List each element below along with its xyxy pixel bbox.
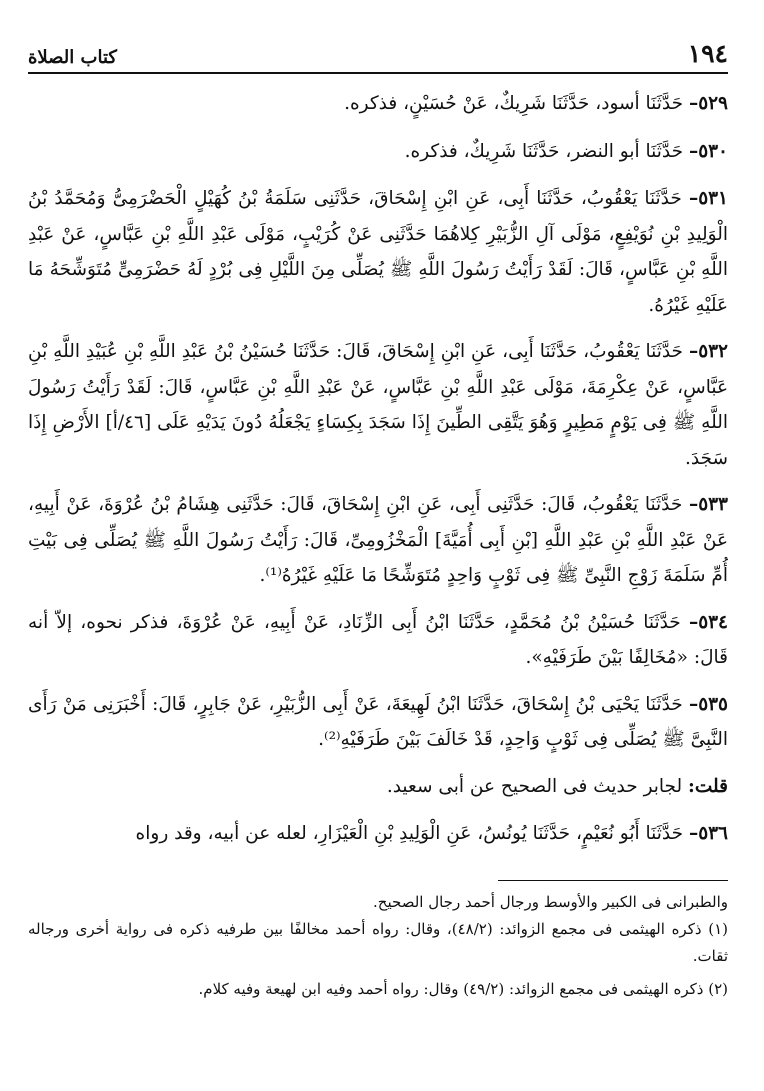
page-header: [28, 28, 728, 74]
hadith-number: ٥٣٠–: [688, 140, 728, 162]
hadith-number: ٥٣٤–: [688, 611, 728, 633]
hadith-number: ٥٢٩–: [688, 93, 728, 114]
hadith-534: [28, 605, 728, 676]
hadith-number: ٥٣٣–: [688, 494, 728, 515]
hadith-text: حَدَّثَنَا أبو النضر، حَدَّثَنَا شَرِيكٌ، فذكره.: [404, 140, 689, 162]
hadith-text: حَدَّثَنَا يَعْقُوبُ، حَدَّثَنَا أَبِى، عَنِ ابْنِ إِسْحَاقَ، قَالَ: حَدَّثَنَا حُسَيْنُ بْنُ عَبْدِ اللَّهِ بْنِ عُبَيْدِ اللَّهِ بْنِ عَبَّاسٍ، عَنْ عِكْرِمَةَ، مَوْلَى عَبْدِ اللَّهِ بْنِ عَبَّاسٍ، عَنْ عَبْدِ اللَّهِ بْنِ عَبَّاسٍ، قَالَ: لَقَدْ رَأَيْتُ رَسُولَ اللَّهِ ﷺ فِى يَوْمٍ مَطِيرٍ وَهُوَ يَتَّقِى الطِّينَ إِذَا سَجَدَ بِكِسَاءٍ يَجْعَلُهُ دُونَ يَدَيْهِ عَلَى [٤٦/أ] الأَرْضِ إِذَا سَجَدَ.: [28, 341, 728, 469]
hadith-535: [28, 687, 728, 758]
hadith-number: ٥٣٦–: [688, 823, 728, 844]
note-label: قلت:: [688, 775, 728, 797]
note-text: لجابر حديث فى الصحيح عن أبى سعيد.: [386, 775, 689, 797]
hadith-533: [28, 487, 728, 594]
footnotes: [28, 889, 728, 1003]
document-page: [28, 28, 728, 1068]
hadith-529: [28, 86, 728, 122]
hadith-text: حَدَّثَنَا حُسَيْنُ بْنُ مُحَمَّدٍ، حَدَّثَنَا ابْنُ أَبِى الزِّنَادِ، عَنْ أَبِيهِ، عَنْ عُرْوَةَ، فذكر نحوه، إلاّ أنه قَالَ: «مُخَالِفًا بَيْنَ طَرَفَيْهِ».: [28, 611, 728, 668]
editor-note: [28, 769, 728, 805]
footnote-continuation: والطبرانى فى الكبير والأوسط ورجال أحمد رجال الصحيح.: [373, 892, 728, 911]
hadith-532: [28, 334, 728, 476]
hadith-531: [28, 181, 728, 323]
hadith-number: ٥٣٢–: [688, 341, 728, 362]
hadith-text: حَدَّثَنَا أَبُو نُعَيْمٍ، حَدَّثَنَا يُونُسُ، عَنِ الْوَلِيدِ بْنِ الْعَيْزَارِ، لعله عن أبيه، وقد رواه: [135, 823, 689, 844]
page-number: ١٩٤: [687, 39, 728, 68]
book-title: كتاب الصلاة: [28, 47, 117, 68]
page-body: [28, 74, 728, 852]
hadith-number: ٥٣٥–: [688, 693, 728, 715]
hadith-536: [28, 816, 728, 852]
footnote-divider: [498, 880, 728, 881]
footnote-2: (٢) ذكره الهيثمى فى مجمع الزوائد: (٤٩/٢) وقال: رواه أحمد وفيه ابن لهيعة وفيه كلام.: [198, 979, 728, 998]
hadith-number: ٥٣١–: [688, 188, 728, 209]
hadith-text: حَدَّثَنَا يَعْقُوبُ، قَالَ: حَدَّثَنِى أَبِى، عَنِ ابْنِ إِسْحَاقَ، قَالَ: حَدَّثَنِى هِشَامُ بْنُ عُرْوَةَ، عَنْ أَبِيهِ، عَنْ عَبْدِ اللَّهِ بْنِ عَبْدِ اللَّهِ [بْنِ أَبِى أُمَيَّةَ] الْمَخْزُومِىِّ، قَالَ: رَأَيْتُ رَسُولَ اللَّهِ ﷺ يُصَلِّى فِى بَيْتِ أُمِّ سَلَمَةَ زَوْجِ النَّبِىِّ ﷺ فِى ثَوْبٍ وَاحِدٍ مُتَوَشِّحًا مَا عَلَيْهِ غَيْرُهُ⁽¹⁾.: [28, 494, 728, 586]
hadith-text: حَدَّثَنَا يَحْيَى بْنُ إِسْحَاقَ، حَدَّثَنَا ابْنُ لَهِيعَةَ، عَنْ أَبِى الزُّبَيْرِ، عَنْ جَابِرٍ، قَالَ: أَخْبَرَنِى مَنْ رَأَى النَّبِىَّ ﷺ يُصَلِّى فِى ثَوْبٍ وَاحِدٍ، قَدْ خَالَفَ بَيْنَ طَرَفَيْهِ⁽²⁾.: [28, 693, 728, 750]
footnote-1: (١) ذكره الهيثمى فى مجمع الزوائد: (٤٨/٢)، وقال: رواه أحمد مخالفًا بين طرفيه ذكره فى رواية أخرى ورجاله ثقات.: [28, 919, 728, 965]
hadith-text: حَدَّثَنَا يَعْقُوبُ، حَدَّثَنَا أَبِى، عَنِ ابْنِ إِسْحَاقَ، حَدَّثَنِى سَلَمَةُ بْنُ كُهَيْلٍ الْحَضْرَمِىُّ وَمُحَمَّدُ بْنُ الْوَلِيدِ بْنِ نُوَيْفِعٍ، مَوْلَى آلِ الزُّبَيْرِ كِلاهُمَا حَدَّثَنِى عَنْ كُرَيْبٍ، مَوْلَى عَبْدِ اللَّهِ بْنِ عَبَّاسٍ، عَنْ عَبْدِ اللَّهِ بْنِ عَبَّاسٍ، قَالَ: لَقَدْ رَأَيْتُ رَسُولَ اللَّهِ ﷺ يُصَلِّى مِنَ اللَّيْلِ فِى بُرْدٍ لَهُ حَضْرَمِىٍّ مُتَوَشِّحَهُ مَا عَلَيْهِ غَيْرُهُ.: [28, 188, 728, 316]
hadith-530: [28, 134, 728, 170]
hadith-text: حَدَّثَنَا أسود، حَدَّثَنَا شَرِيكٌ، عَنْ حُسَيْنٍ، فذكره.: [344, 93, 689, 114]
